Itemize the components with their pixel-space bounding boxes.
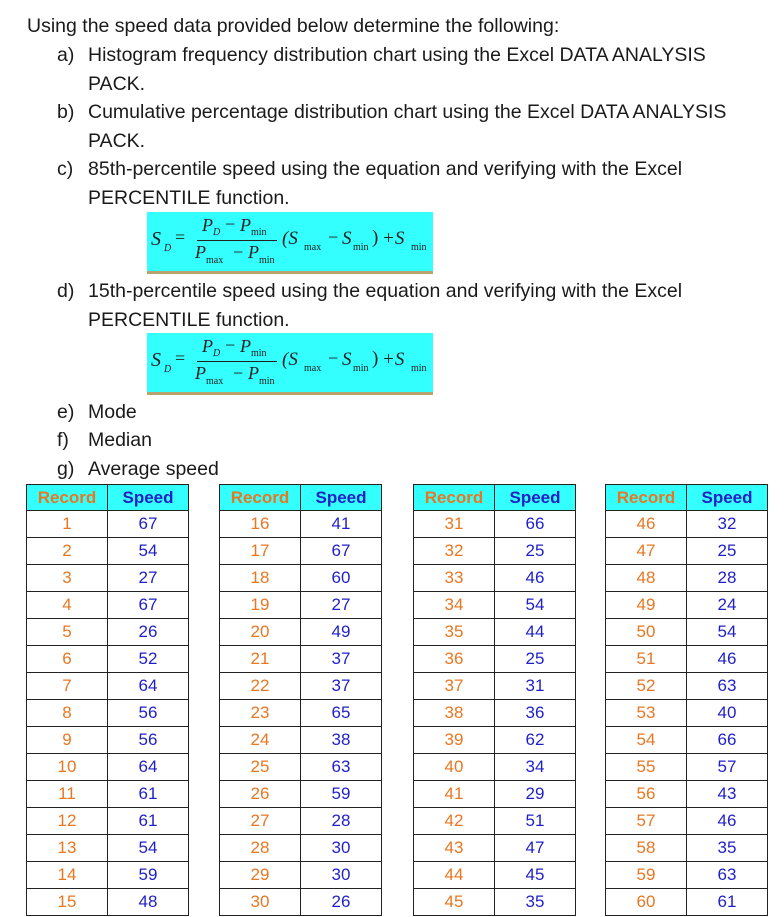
item-a-marker: a)	[57, 44, 75, 66]
speed-cell: 46	[495, 565, 576, 592]
eq-plus-s-sub: min	[411, 242, 427, 253]
table-row	[606, 619, 768, 646]
eq-den-minus: −	[233, 242, 244, 262]
record-cell: 42	[414, 808, 495, 835]
speed-cell: 35	[687, 835, 768, 862]
speed-cell: 46	[687, 646, 768, 673]
record-cell: 52	[606, 673, 687, 700]
record-cell: 37	[414, 673, 495, 700]
eq-num-p-sub: D	[213, 348, 221, 359]
eq-equals: =	[175, 227, 186, 247]
record-cell: 55	[606, 754, 687, 781]
eq-plus-s: +S	[382, 349, 405, 370]
eq-smin-sub: min	[353, 363, 369, 374]
record-cell: 26	[220, 781, 301, 808]
table-row	[606, 754, 768, 781]
item-d-line1: 15th-percentile speed using the equation and verifying with the Excel	[88, 280, 683, 302]
eq-den-pmax-sub: max	[206, 255, 224, 266]
table-row	[220, 700, 382, 727]
speed-table-1	[26, 484, 189, 916]
speed-cell: 37	[301, 646, 382, 673]
record-cell: 2	[27, 538, 108, 565]
record-cell: 7	[27, 673, 108, 700]
record-cell: 11	[27, 781, 108, 808]
table-row	[414, 727, 576, 754]
speed-cell: 34	[495, 754, 576, 781]
speed-header: Speed	[108, 485, 189, 511]
table-row	[606, 700, 768, 727]
record-cell: 43	[414, 835, 495, 862]
eq-num-minus: −	[225, 335, 236, 355]
eq-minus: −	[328, 227, 339, 247]
record-cell: 39	[414, 727, 495, 754]
speed-cell: 60	[301, 565, 382, 592]
table-row	[27, 646, 189, 673]
eq-minus: −	[328, 348, 339, 368]
item-c-marker: c)	[57, 158, 74, 180]
record-cell: 60	[606, 889, 687, 916]
speed-cell: 63	[687, 673, 768, 700]
speed-table-4	[605, 484, 768, 916]
table-row	[220, 808, 382, 835]
eq-equals: =	[175, 348, 186, 368]
eq-smax-sub: max	[304, 363, 322, 374]
table-row	[27, 808, 189, 835]
record-cell: 47	[606, 538, 687, 565]
speed-cell: 31	[495, 673, 576, 700]
record-cell: 18	[220, 565, 301, 592]
table-row	[220, 727, 382, 754]
speed-cell: 26	[301, 889, 382, 916]
table-row	[414, 808, 576, 835]
record-cell: 41	[414, 781, 495, 808]
table-row	[220, 511, 382, 538]
speed-cell: 30	[301, 835, 382, 862]
eq-num-minus: −	[225, 214, 236, 234]
record-cell: 15	[27, 889, 108, 916]
record-cell: 20	[220, 619, 301, 646]
table-row	[220, 754, 382, 781]
item-d-marker: d)	[57, 280, 75, 302]
eq-num-pmin: P	[240, 336, 251, 356]
eq-den-pmax-sub: max	[206, 376, 224, 387]
table-row	[220, 835, 382, 862]
record-cell: 35	[414, 619, 495, 646]
table-row	[220, 646, 382, 673]
item-a-line2: PACK.	[88, 73, 146, 95]
table-row	[606, 673, 768, 700]
record-header: Record	[27, 485, 108, 511]
record-cell: 3	[27, 565, 108, 592]
speed-cell: 44	[495, 619, 576, 646]
table-row	[414, 619, 576, 646]
eq-num-p: P	[202, 215, 213, 235]
table-row	[220, 673, 382, 700]
record-cell: 29	[220, 862, 301, 889]
speed-cell: 35	[495, 889, 576, 916]
record-cell: 34	[414, 592, 495, 619]
eq-plus-s: +S	[382, 228, 405, 249]
record-cell: 19	[220, 592, 301, 619]
record-cell: 4	[27, 592, 108, 619]
speed-header: Speed	[301, 485, 382, 511]
eq-num-pmin: P	[240, 215, 251, 235]
record-cell: 30	[220, 889, 301, 916]
speed-cell: 59	[108, 862, 189, 889]
speed-cell: 27	[301, 592, 382, 619]
eq-fraction-bar	[197, 361, 277, 362]
record-cell: 54	[606, 727, 687, 754]
table-header-row	[220, 485, 382, 511]
speed-cell: 54	[108, 835, 189, 862]
record-cell: 32	[414, 538, 495, 565]
record-cell: 14	[27, 862, 108, 889]
table-row	[414, 673, 576, 700]
table-row	[220, 538, 382, 565]
record-cell: 6	[27, 646, 108, 673]
record-cell: 9	[27, 727, 108, 754]
speed-cell: 27	[108, 565, 189, 592]
eq-num-p: P	[202, 336, 213, 356]
record-cell: 53	[606, 700, 687, 727]
table-row	[27, 862, 189, 889]
speed-cell: 67	[108, 511, 189, 538]
record-cell: 48	[606, 565, 687, 592]
record-cell: 22	[220, 673, 301, 700]
table-row	[606, 889, 768, 916]
record-cell: 25	[220, 754, 301, 781]
speed-cell: 66	[687, 727, 768, 754]
table-row	[414, 511, 576, 538]
table-row	[220, 781, 382, 808]
table-row	[27, 781, 189, 808]
speed-cell: 29	[495, 781, 576, 808]
speed-cell: 61	[687, 889, 768, 916]
item-b-line2: PACK.	[88, 130, 146, 152]
speed-cell: 41	[301, 511, 382, 538]
record-cell: 44	[414, 862, 495, 889]
eq-num-pmin-sub: min	[251, 348, 267, 359]
table-row	[27, 700, 189, 727]
speed-cell: 59	[301, 781, 382, 808]
eq-num-p-sub: D	[213, 227, 221, 238]
table-row	[27, 673, 189, 700]
speed-cell: 48	[108, 889, 189, 916]
speed-cell: 43	[687, 781, 768, 808]
table-row	[414, 835, 576, 862]
table-row	[606, 727, 768, 754]
record-cell: 33	[414, 565, 495, 592]
table-row	[606, 565, 768, 592]
record-cell: 8	[27, 700, 108, 727]
speed-cell: 63	[687, 862, 768, 889]
speed-cell: 62	[495, 727, 576, 754]
record-cell: 27	[220, 808, 301, 835]
eq-smin: S	[342, 228, 352, 249]
eq-s: S	[151, 349, 161, 371]
record-header: Record	[606, 485, 687, 511]
table-row	[414, 862, 576, 889]
record-cell: 46	[606, 511, 687, 538]
speed-cell: 37	[301, 673, 382, 700]
record-cell: 51	[606, 646, 687, 673]
record-cell: 36	[414, 646, 495, 673]
table-row	[220, 862, 382, 889]
table-row	[27, 511, 189, 538]
eq-den-pmax: P	[195, 242, 206, 262]
item-g-text: Average speed	[88, 458, 219, 480]
speed-cell: 25	[495, 538, 576, 565]
speed-cell: 56	[108, 727, 189, 754]
speed-cell: 52	[108, 646, 189, 673]
table-row	[606, 511, 768, 538]
speed-cell: 40	[687, 700, 768, 727]
eq-den-minus: −	[233, 363, 244, 383]
speed-cell: 67	[108, 592, 189, 619]
table-row	[27, 889, 189, 916]
table-row	[606, 781, 768, 808]
table-row	[414, 538, 576, 565]
speed-cell: 25	[687, 538, 768, 565]
eq-den-pmin-sub: min	[259, 376, 275, 387]
table-row	[220, 565, 382, 592]
table-row	[220, 592, 382, 619]
eq-num-pmin-sub: min	[251, 227, 267, 238]
speed-cell: 65	[301, 700, 382, 727]
table-row	[414, 700, 576, 727]
speed-cell: 30	[301, 862, 382, 889]
item-a-line1: Histogram frequency distribution chart using the Excel DATA ANALYSIS	[88, 44, 706, 66]
speed-cell: 51	[495, 808, 576, 835]
percentile-equation-c	[147, 212, 433, 274]
speed-cell: 66	[495, 511, 576, 538]
table-row	[414, 565, 576, 592]
speed-cell: 26	[108, 619, 189, 646]
item-d-line2: PERCENTILE function.	[88, 309, 290, 331]
table-row	[606, 592, 768, 619]
eq-s-sub: D	[164, 243, 172, 254]
table-row	[606, 835, 768, 862]
table-row	[27, 619, 189, 646]
table-row	[606, 538, 768, 565]
item-c-line2: PERCENTILE function.	[88, 187, 290, 209]
record-cell: 24	[220, 727, 301, 754]
record-cell: 57	[606, 808, 687, 835]
table-row	[414, 646, 576, 673]
speed-cell: 54	[108, 538, 189, 565]
record-cell: 1	[27, 511, 108, 538]
eq-plus-s-sub: min	[411, 363, 427, 374]
record-cell: 16	[220, 511, 301, 538]
speed-cell: 56	[108, 700, 189, 727]
speed-cell: 38	[301, 727, 382, 754]
record-cell: 5	[27, 619, 108, 646]
intro-text: Using the speed data provided below determine the following:	[27, 15, 560, 37]
table-row	[27, 538, 189, 565]
record-cell: 10	[27, 754, 108, 781]
table-header-row	[414, 485, 576, 511]
record-cell: 17	[220, 538, 301, 565]
speed-cell: 28	[687, 565, 768, 592]
speed-cell: 54	[687, 619, 768, 646]
record-cell: 21	[220, 646, 301, 673]
eq-den-pmin: P	[248, 242, 259, 262]
eq-fraction-bar	[197, 240, 277, 241]
table-row	[27, 754, 189, 781]
speed-cell: 36	[495, 700, 576, 727]
item-f-text: Median	[88, 429, 152, 451]
item-e-marker: e)	[57, 401, 75, 423]
record-cell: 28	[220, 835, 301, 862]
record-cell: 40	[414, 754, 495, 781]
record-cell: 49	[606, 592, 687, 619]
record-cell: 23	[220, 700, 301, 727]
speed-cell: 47	[495, 835, 576, 862]
eq-smin: S	[342, 349, 352, 370]
eq-s-sub: D	[164, 364, 172, 375]
speed-cell: 24	[687, 592, 768, 619]
speed-cell: 67	[301, 538, 382, 565]
speed-header: Speed	[687, 485, 768, 511]
table-header-row	[27, 485, 189, 511]
eq-den-pmin-sub: min	[259, 255, 275, 266]
record-cell: 13	[27, 835, 108, 862]
speed-cell: 63	[301, 754, 382, 781]
speed-cell: 61	[108, 808, 189, 835]
table-row	[220, 619, 382, 646]
item-f-marker: f)	[57, 429, 69, 451]
item-c-line1: 85th-percentile speed using the equation and verifying with the Excel	[88, 158, 683, 180]
eq-smin-sub: min	[353, 242, 369, 253]
record-header: Record	[414, 485, 495, 511]
eq-close: )	[372, 227, 379, 248]
record-cell: 31	[414, 511, 495, 538]
eq-den-pmin: P	[248, 363, 259, 383]
record-cell: 38	[414, 700, 495, 727]
item-b-marker: b)	[57, 101, 75, 123]
table-row	[414, 889, 576, 916]
table-row	[27, 727, 189, 754]
eq-close: )	[372, 348, 379, 369]
eq-s: S	[151, 228, 161, 250]
table-row	[606, 646, 768, 673]
record-cell: 12	[27, 808, 108, 835]
speed-cell: 46	[687, 808, 768, 835]
record-cell: 50	[606, 619, 687, 646]
speed-table-3	[413, 484, 576, 916]
percentile-equation-d	[147, 333, 433, 395]
speed-cell: 64	[108, 673, 189, 700]
record-cell: 45	[414, 889, 495, 916]
speed-header: Speed	[495, 485, 576, 511]
table-row	[606, 862, 768, 889]
table-row	[414, 781, 576, 808]
record-header: Record	[220, 485, 301, 511]
record-cell: 59	[606, 862, 687, 889]
item-g-marker: g)	[57, 458, 75, 480]
speed-cell: 32	[687, 511, 768, 538]
speed-cell: 61	[108, 781, 189, 808]
eq-open-smax: (S	[282, 228, 298, 249]
eq-den-pmax: P	[195, 363, 206, 383]
table-row	[220, 889, 382, 916]
speed-cell: 49	[301, 619, 382, 646]
speed-cell: 25	[495, 646, 576, 673]
speed-cell: 64	[108, 754, 189, 781]
table-row	[414, 592, 576, 619]
eq-open-smax: (S	[282, 349, 298, 370]
item-e-text: Mode	[88, 401, 137, 423]
table-row	[27, 565, 189, 592]
eq-smax-sub: max	[304, 242, 322, 253]
speed-cell: 57	[687, 754, 768, 781]
speed-cell: 28	[301, 808, 382, 835]
table-header-row	[606, 485, 768, 511]
table-row	[27, 592, 189, 619]
speed-cell: 45	[495, 862, 576, 889]
table-row	[27, 835, 189, 862]
speed-table-2	[219, 484, 382, 916]
record-cell: 56	[606, 781, 687, 808]
table-row	[606, 808, 768, 835]
table-row	[414, 754, 576, 781]
item-b-line1: Cumulative percentage distribution chart using the Excel DATA ANALYSIS	[88, 101, 727, 123]
record-cell: 58	[606, 835, 687, 862]
speed-cell: 54	[495, 592, 576, 619]
